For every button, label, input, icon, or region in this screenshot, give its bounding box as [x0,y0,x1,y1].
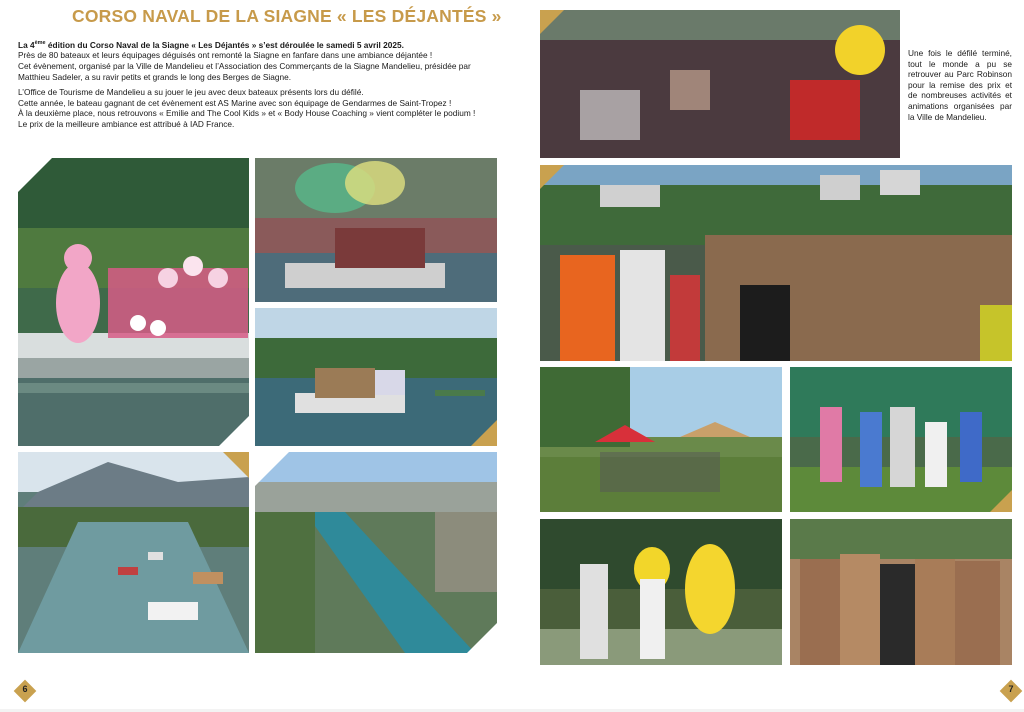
corner-cut [467,623,497,653]
photo-park-tents [540,367,782,512]
corner-accent [540,10,564,34]
page-number-left: 6 [14,680,36,702]
intro-line-1: La 4ème édition du Corso Naval de la Siagne « Les Déjantés » s’est déroulée le samedi 5 avril 2025. [18,39,404,50]
intro-line-3: Cet évènement, organisé par la Ville de Mandelieu et l’Association des Commerçants de la Siagne Mandelieu, présidée par Matthieu Sadeler, a su ravir petits et grands le long des Berges de Siagne. [18,60,471,82]
photo-unicorn-boat [18,158,249,446]
intro-line-7: Le prix de la meilleure ambiance est attribué à IAD France. [18,118,235,129]
photo-gendarmes-boat [255,308,497,446]
corner-cut [219,416,249,446]
page-title: CORSO NAVAL DE LA SIAGNE « LES DÉJANTÉS » [72,6,502,26]
corner-accent [990,490,1012,512]
photo-gendarmes-posing [790,519,1012,665]
photo-astronauts [790,367,1012,512]
intro-line-6: À la deuxième place, nous retrouvons « Emilie and The Cool Kids » et « Body House Coaching » vient compléter le podium ! [18,108,476,119]
page-number-right: 7 [1000,680,1022,702]
photo-aerial-river [255,452,497,653]
intro-text [18,38,504,130]
corner-accent [471,420,497,446]
corner-accent [223,452,249,478]
side-text: Une fois le défilé terminé, tout le monde a pu se retrouver au Parc Robinson pour la remise des prix et de nombreuses activités et animations organisées par la Ville de Mandelieu. [908,48,1012,122]
corner-accent [540,165,564,189]
photo-smoke-boat [255,158,497,302]
photo-pikachu-costumes [540,519,782,665]
photo-crowd-pikachu [540,10,900,158]
intro-line-2: Près de 80 bateaux et leurs équipages déguisés ont remonté la Siagne en fanfare dans une ambiance déjantée ! [18,50,433,61]
photo-river-boats [18,452,249,653]
intro-line-5: Cette année, le bateau gagnant de cet évènement est AS Marine avec son équipage de Gendarmes de Saint-Tropez ! [18,97,452,108]
photo-winners-group [540,165,1012,361]
corner-cut [255,452,289,486]
intro-line-4: L’Office de Tourisme de Mandelieu a su jouer le jeu avec deux bateaux présents lors du défilé. [18,87,364,98]
corner-cut [18,158,52,192]
